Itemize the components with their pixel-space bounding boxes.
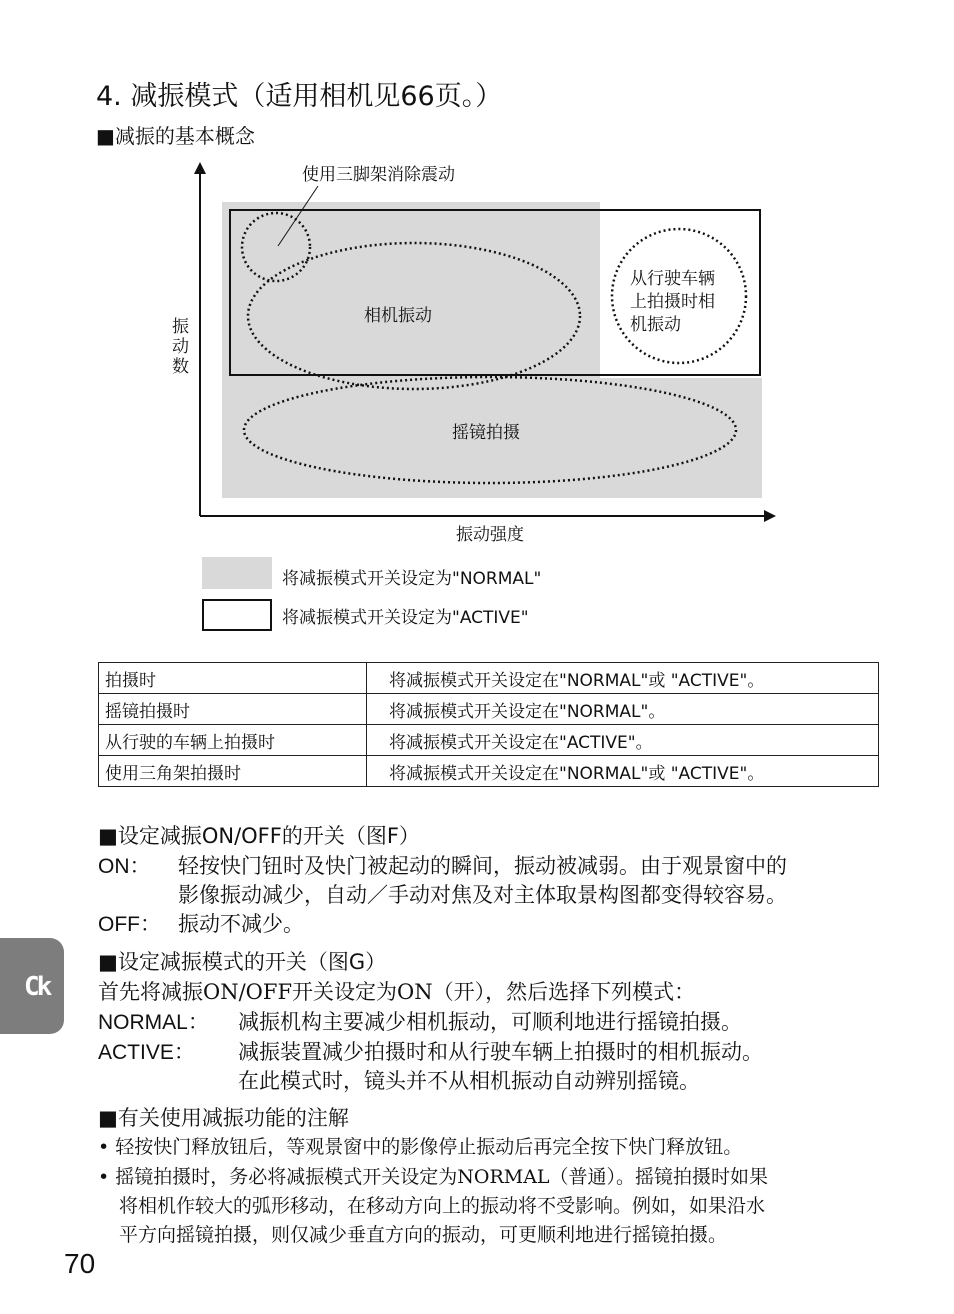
camera-shake-label: 相机振动 (364, 306, 432, 326)
table-row (99, 725, 879, 756)
active-mode-row (98, 1036, 763, 1066)
panning-label: 摇镜拍摄 (452, 423, 520, 443)
x-axis-label: 振动强度 (456, 525, 524, 545)
language-tab-label: Ck (24, 972, 50, 1002)
normal-mode-row (98, 1006, 742, 1036)
active-mode-desc-line2: 在此模式时，镜头并不从相机振动自动辨别摇镜。 (238, 1069, 700, 1093)
mode-intro-row (98, 976, 695, 1006)
legend-normal-label: 将减振模式开关设定为"NORMAL" (282, 569, 542, 589)
table-cell-setting: 将减振模式开关设定在"NORMAL"。 (367, 694, 879, 725)
active-mode-desc-line1: 减振装置减少拍摄时和从行驶车辆上拍摄时的相机振动。 (238, 1040, 763, 1064)
on-row (98, 850, 787, 880)
x-axis-arrow-icon (764, 510, 776, 522)
vibration-diagram (160, 150, 800, 550)
off-label: OFF： (98, 913, 161, 936)
mode-settings-table (98, 662, 879, 787)
mode-intro: 首先将减振ON/OFF开关设定为ON（开），然后选择下列模式： (98, 980, 696, 1004)
page-title: 4. 减振模式（适用相机见66页。） (96, 81, 503, 112)
off-row (98, 908, 304, 938)
y-axis-arrow-icon (194, 162, 206, 174)
note-2-line3: 平方向摇镜拍摄，则仅减少垂直方向的振动，可更顺利地进行摇镜拍摄。 (119, 1224, 728, 1246)
table-cell-setting: 将减振模式开关设定在"NORMAL"或 "ACTIVE"。 (367, 756, 879, 787)
y-axis-label-char2: 动 (172, 337, 189, 357)
y-axis-label-char1: 振 (172, 317, 189, 337)
normal-mode-label: NORMAL： (98, 1011, 209, 1034)
table-cell-situation: 使用三角架拍摄时 (99, 756, 367, 787)
y-axis-label-char3: 数 (172, 357, 189, 377)
active-mode-row-cont (238, 1065, 700, 1095)
tripod-label: 使用三脚架消除震动 (302, 165, 455, 185)
table-cell-situation: 从行驶的车辆上拍摄时 (99, 725, 367, 756)
vehicle-label-line1: 从行驶车辆 (630, 269, 715, 289)
section-heading-mode: ■设定减振模式的开关（图G） (98, 950, 387, 974)
table-cell-setting: 将减振模式开关设定在"NORMAL"或 "ACTIVE"。 (367, 663, 879, 694)
table-row (99, 694, 879, 725)
legend-active-swatch (202, 599, 272, 631)
normal-region-upper (222, 202, 600, 378)
note-1: • 轻按快门释放钮后，等观景窗中的影像停止振动后再完全按下快门释放钮。 (98, 1136, 743, 1158)
on-desc-line1: 轻按快门钮时及快门被起动的瞬间，振动被减弱。由于观景窗中的 (178, 854, 787, 878)
note-2-line1: • 摇镜拍摄时，务必将减振模式开关设定为NORMAL（普通）。摇镜拍摄时如果 (98, 1166, 769, 1188)
vehicle-label-line3: 机振动 (630, 315, 681, 335)
page-number: 70 (64, 1248, 96, 1279)
table-cell-situation: 摇镜拍摄时 (99, 694, 367, 725)
table-cell-setting: 将减振模式开关设定在"ACTIVE"。 (367, 725, 879, 756)
table-row (99, 756, 879, 787)
normal-mode-desc: 减振机构主要减少相机振动，可顺利地进行摇镜拍摄。 (238, 1010, 742, 1034)
section-heading-concept: ■减振的基本概念 (96, 124, 255, 148)
note-2-line2: 将相机作较大的弧形移动，在移动方向上的振动将不受影响。例如，如果沿水 (119, 1195, 766, 1217)
on-label: ON： (98, 855, 151, 878)
vehicle-label-line2: 上拍摄时相 (630, 292, 715, 312)
language-tab (0, 938, 64, 1034)
off-desc: 振动不减少。 (178, 912, 304, 936)
on-desc-line2: 影像振动减少，自动／手动对焦及对主体取景构图都变得较容易。 (178, 883, 787, 907)
section-heading-notes: ■有关使用减振功能的注解 (98, 1106, 349, 1130)
table-row (99, 663, 879, 694)
section-heading-onoff: ■设定减振ON/OFF的开关（图F） (98, 824, 420, 848)
legend-active-label: 将减振模式开关设定为"ACTIVE" (282, 608, 529, 628)
legend-normal-swatch (202, 557, 272, 589)
active-mode-label: ACTIVE： (98, 1041, 195, 1064)
on-row-cont (178, 879, 787, 909)
table-cell-situation: 拍摄时 (99, 663, 367, 694)
